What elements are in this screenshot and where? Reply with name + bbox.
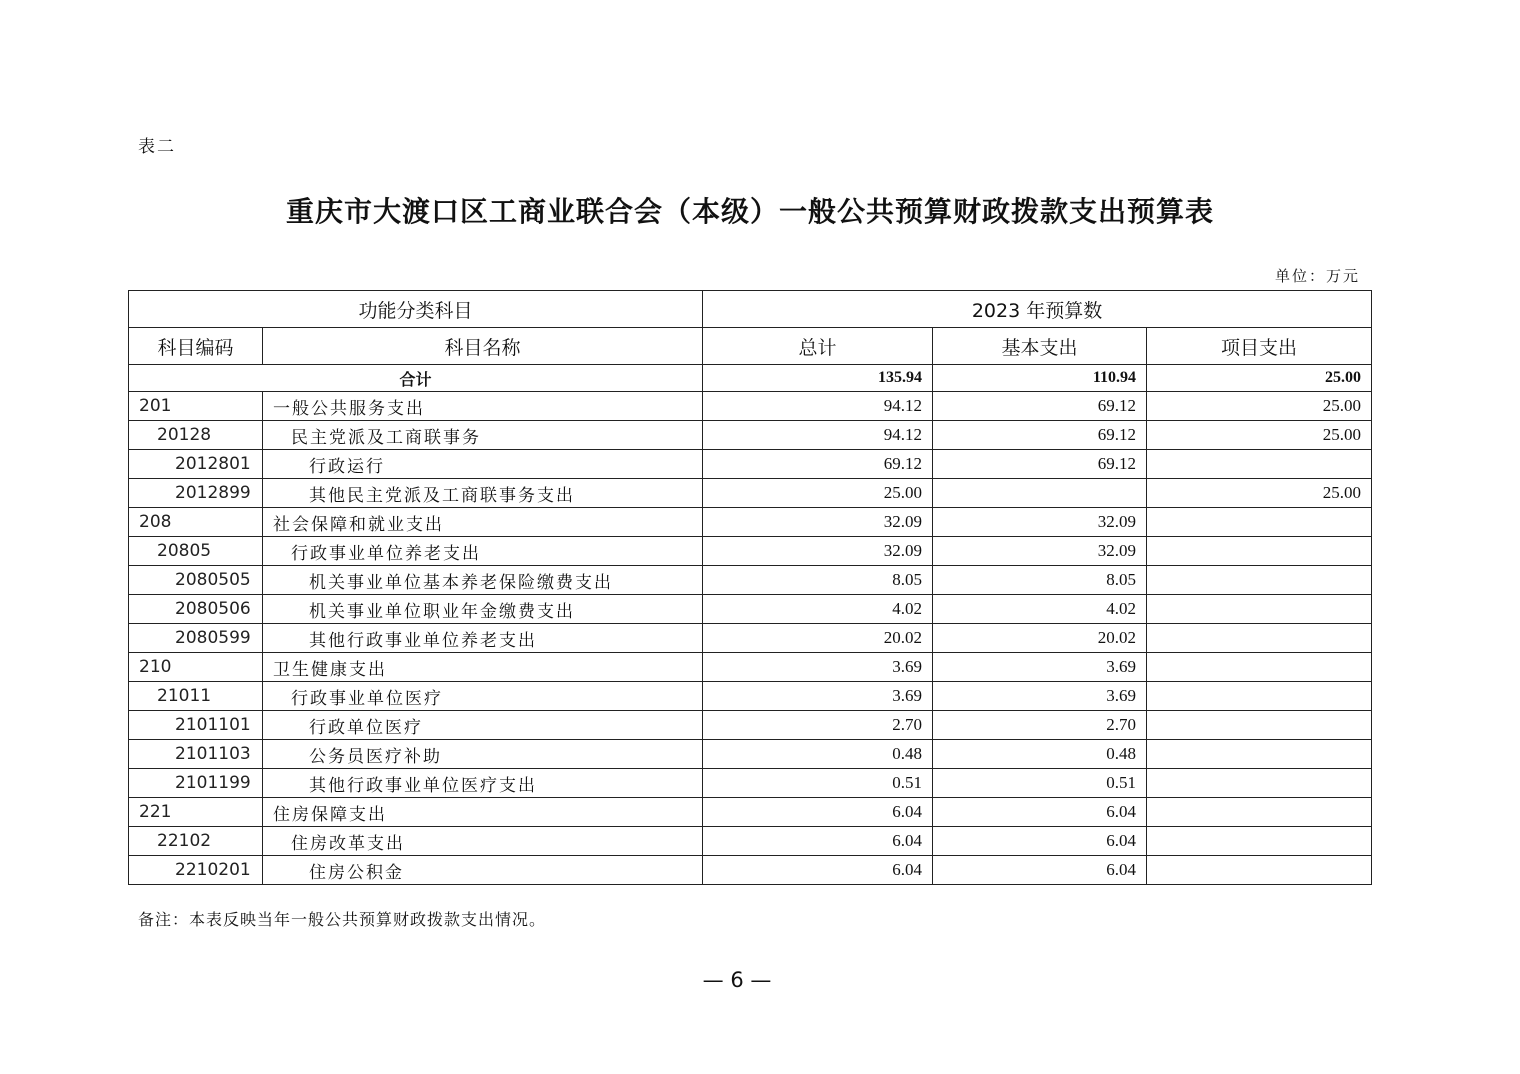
table-row [129,479,1372,508]
row-code: 201 [129,392,263,421]
row-total: 20.02 [703,624,933,653]
row-name: 社会保障和就业支出 [263,508,703,537]
row-total: 6.04 [703,827,933,856]
row-name: 住房改革支出 [263,827,703,856]
row-project [1147,856,1372,885]
table-row [129,508,1372,537]
row-basic: 32.09 [933,508,1147,537]
row-basic: 0.48 [933,740,1147,769]
classification-header: 功能分类科目 [129,291,703,328]
row-project [1147,566,1372,595]
row-total: 32.09 [703,537,933,566]
row-code: 2101103 [129,740,263,769]
table-label: 表二 [138,137,176,157]
table-row [129,856,1372,885]
table-row [129,827,1372,856]
table-row [129,595,1372,624]
row-basic: 6.04 [933,798,1147,827]
total-row-basic: 110.94 [933,365,1147,392]
row-code: 2101199 [129,769,263,798]
row-project [1147,711,1372,740]
row-project [1147,537,1372,566]
row-code: 2101101 [129,711,263,740]
row-total: 0.51 [703,769,933,798]
row-total: 32.09 [703,508,933,537]
unit-label: 单位：万元 [1274,267,1360,285]
row-basic: 2.70 [933,711,1147,740]
row-project [1147,682,1372,711]
row-project [1147,450,1372,479]
page-number: — 6 — [702,968,772,992]
row-total: 4.02 [703,595,933,624]
row-name: 机关事业单位职业年金缴费支出 [263,595,703,624]
row-name: 公务员医疗补助 [263,740,703,769]
row-project [1147,508,1372,537]
row-name: 民主党派及工商联事务 [263,421,703,450]
row-name: 行政事业单位医疗 [263,682,703,711]
table-row [129,566,1372,595]
row-name: 其他行政事业单位养老支出 [263,624,703,653]
row-code: 20128 [129,421,263,450]
table-row [129,450,1372,479]
total-row [129,365,1372,392]
total-row-project: 25.00 [1147,365,1372,392]
row-total: 25.00 [703,479,933,508]
row-name: 住房保障支出 [263,798,703,827]
document-title: 重庆市大渡口区工商业联合会（本级）一般公共预算财政拨款支出预算表 [285,195,1214,228]
row-project: 25.00 [1147,479,1372,508]
row-code: 21011 [129,682,263,711]
row-name: 其他行政事业单位医疗支出 [263,769,703,798]
table-row [129,392,1372,421]
row-total: 94.12 [703,421,933,450]
total-column-header: 总计 [703,328,933,365]
name-column-header: 科目名称 [263,328,703,365]
row-total: 8.05 [703,566,933,595]
row-basic: 4.02 [933,595,1147,624]
row-code: 210 [129,653,263,682]
table-row [129,711,1372,740]
row-name: 一般公共服务支出 [263,392,703,421]
row-total: 6.04 [703,798,933,827]
row-total: 3.69 [703,653,933,682]
project-column-header: 项目支出 [1147,328,1372,365]
budget-year-header: 2023 年预算数 [703,291,1372,328]
row-total: 6.04 [703,856,933,885]
row-name: 其他民主党派及工商联事务支出 [263,479,703,508]
row-name: 卫生健康支出 [263,653,703,682]
group-header-row [129,291,1372,328]
row-name: 行政单位医疗 [263,711,703,740]
row-project [1147,740,1372,769]
row-basic: 8.05 [933,566,1147,595]
row-basic: 20.02 [933,624,1147,653]
row-code: 2080599 [129,624,263,653]
total-row-label: 合计 [129,365,703,392]
table-row [129,769,1372,798]
row-code: 2080506 [129,595,263,624]
total-row-total: 135.94 [703,365,933,392]
table-row [129,421,1372,450]
row-total: 0.48 [703,740,933,769]
table-row [129,740,1372,769]
row-basic: 69.12 [933,421,1147,450]
row-code: 2080505 [129,566,263,595]
table-row [129,682,1372,711]
row-basic: 3.69 [933,653,1147,682]
row-project [1147,798,1372,827]
row-project [1147,827,1372,856]
table-row [129,798,1372,827]
row-project [1147,595,1372,624]
row-basic [933,479,1147,508]
basic-column-header: 基本支出 [933,328,1147,365]
column-header-row [129,328,1372,365]
budget-table [128,290,1372,885]
row-basic: 32.09 [933,537,1147,566]
row-basic: 3.69 [933,682,1147,711]
row-name: 机关事业单位基本养老保险缴费支出 [263,566,703,595]
row-code: 2012899 [129,479,263,508]
row-basic: 0.51 [933,769,1147,798]
table-body [129,291,1372,885]
row-name: 行政运行 [263,450,703,479]
row-project: 25.00 [1147,421,1372,450]
row-code: 22102 [129,827,263,856]
table-row [129,624,1372,653]
row-basic: 69.12 [933,392,1147,421]
row-code: 2012801 [129,450,263,479]
row-basic: 6.04 [933,827,1147,856]
row-name: 住房公积金 [263,856,703,885]
row-code: 2210201 [129,856,263,885]
row-project [1147,769,1372,798]
row-code: 221 [129,798,263,827]
row-total: 94.12 [703,392,933,421]
row-total: 2.70 [703,711,933,740]
table-row [129,653,1372,682]
row-basic: 6.04 [933,856,1147,885]
row-project: 25.00 [1147,392,1372,421]
row-name: 行政事业单位养老支出 [263,537,703,566]
row-code: 208 [129,508,263,537]
row-code: 20805 [129,537,263,566]
footnote: 备注：本表反映当年一般公共预算财政拨款支出情况。 [138,910,547,929]
row-total: 3.69 [703,682,933,711]
table-row [129,537,1372,566]
row-project [1147,653,1372,682]
row-total: 69.12 [703,450,933,479]
row-basic: 69.12 [933,450,1147,479]
code-column-header: 科目编码 [129,328,263,365]
row-project [1147,624,1372,653]
